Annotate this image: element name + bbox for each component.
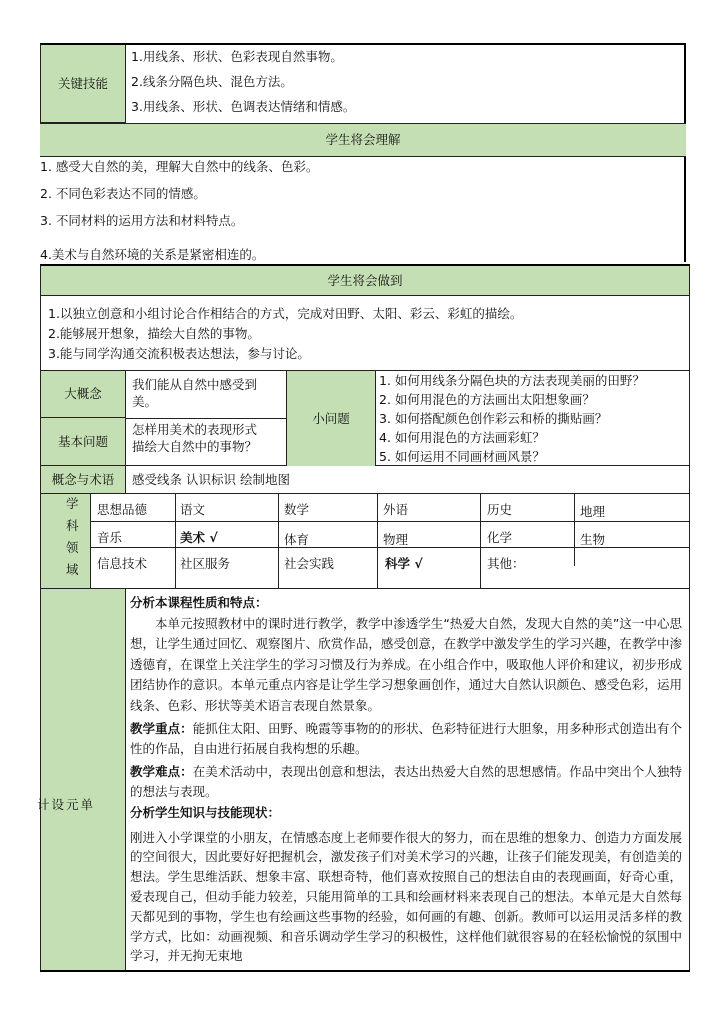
key-skill-item: 3.用线条、形状、色调表达情绪和情感。 <box>131 99 356 114</box>
subject-cell: 社会实践 <box>284 556 335 571</box>
subject-cell: 化学 <box>487 530 513 545</box>
subjects-label-char: 领 <box>66 540 79 555</box>
key-skill-item: 1.用线条、形状、色彩表现自然事物。 <box>131 49 343 64</box>
small-question-item: 2. 如何用混色的方法画出太阳想象画？ <box>379 392 595 407</box>
do-item: 2.能够展开想象，描绘大自然的事物。 <box>48 326 260 341</box>
subject-cell: 数学 <box>284 502 310 517</box>
student-analysis-paragraph: 刚进入小学课堂的小朋友，在情感态度上老师要作很大的努力，而在思维的想象力、创造力方面发展的空间很大，因此要好好把握机会，激发孩子们对美术学习的兴趣，让孩子们能发现美，有创造美的想法。学生思维活跃、想象丰富、联想奇特，他们喜欢按照自己的想法自由的表现画面，好奇心重，爱表现自己，但动手能力较差，只能用简单的工具和绘画材料来表现自己的想法。本单元是大自然每天都见到的事物，学生也有绘画这些事物的经验，如何画的有趣、创新。教师可以运用灵活多样的教学方式，比如：动画视频、和音乐调动学生学习的积极性，这样他们就很容易的在轻松愉悦的氛围中学习，并无拘无束地 <box>130 829 682 964</box>
right-border <box>684 157 686 262</box>
big-concept-label: 大概念 <box>64 386 102 401</box>
concepts-label: 概念与术语 <box>51 471 115 487</box>
unit-design-content <box>130 593 682 966</box>
do-header-cell <box>40 264 690 296</box>
do-item: 1.以独立创意和小组讨论合作相结合的方式，完成对田野、太阳、彩云、彩虹的描绘。 <box>48 306 523 321</box>
do-header: 学生将会做到 <box>327 272 403 288</box>
subjects-label-char: 域 <box>66 562 79 577</box>
subject-cell: 音乐 <box>97 530 123 545</box>
basic-question-label-cell <box>41 418 126 465</box>
subject-cell: 物理 <box>383 532 409 547</box>
understand-item: 4.美术与自然环境的关系是紧密相连的。 <box>40 247 265 262</box>
subject-cell: 其他： <box>487 556 525 571</box>
key-point-text: 能抓住太阳、田野、晚霞等事物的的形状、色彩特征进行大胆象，用多种形式创造出有个性的作品，自由进行拓展自我构想的乐趣。 <box>130 720 682 757</box>
unit-design-label-cell <box>37 589 126 970</box>
subject-cell: 体育 <box>284 532 310 547</box>
subject-cell: 地理 <box>580 504 606 519</box>
understand-item: 3. 不同材料的运用方法和材料特点。 <box>40 213 244 228</box>
key-point-paragraph <box>130 719 682 760</box>
small-question-item: 4. 如何用混色的方法画彩虹？ <box>379 430 545 445</box>
subjects-label-cell <box>41 494 91 588</box>
concepts-label-cell <box>41 466 126 493</box>
subject-cell-checked: 科学 √ <box>385 556 423 571</box>
difficulty-label: 教学难点： <box>130 763 193 779</box>
understand-item: 2. 不同色彩表达不同的情感。 <box>40 186 206 201</box>
basic-question-line: 怎样用美术的表现形式 <box>132 422 258 437</box>
understand-header-cell <box>40 123 686 157</box>
big-concept-line: 我们能从自然中感受到 <box>132 377 258 392</box>
do-item: 3.能与同学沟通交流积极表达想法，参与讨论。 <box>48 346 310 361</box>
basic-question-label: 基本问题 <box>57 433 108 449</box>
unit-design-label: 计设元单 <box>37 797 96 812</box>
small-question-item: 3. 如何搭配颜色创作彩云和桥的撕贴画？ <box>379 411 608 426</box>
big-concept-line: 美。 <box>132 394 158 409</box>
difficulty-text: 在美术活动中，表现出创意和想法，表达出热爱大自然的思想感情。作品中突出个人独特的想法与表现。 <box>130 763 682 800</box>
subjects-label-char: 科 <box>66 518 79 533</box>
subject-cell: 思想品德 <box>97 502 148 517</box>
student-analysis-heading: 分析学生知识与技能现状： <box>130 804 281 820</box>
small-question-item: 1. 如何用线条分隔色块的方法表现美丽的田野？ <box>379 373 645 388</box>
small-question-label: 小问题 <box>312 410 350 426</box>
analysis-paragraph: 本单元按照教材中的课时进行教学，教学中渗透学生“热爱大自然，发现大自然的美”这一中心思想，让学生通过回忆、观察图片、欣赏作品，感受创意，在教学中激发学生的学习兴趣，在教学中渗透德育，在课堂上关注学生的学习习惯及行为养成。在小组合作中，吸取他人评价和建议，初步形成团结协作的意识。本单元重点内容是让学生学习想象画创作，通过大自然认识颜色、感受色彩，运用线条、色彩、形状等美术语言表现自然景象。 <box>130 615 682 713</box>
subject-cell: 外语 <box>383 502 409 517</box>
subject-cell: 生物 <box>580 532 606 547</box>
key-skills-label-cell <box>41 45 126 123</box>
key-skill-item: 2.线条分隔色块、混色方法。 <box>131 74 293 89</box>
small-question-item: 5. 如何运用不同画材画风景？ <box>379 449 545 464</box>
subject-cell: 历史 <box>487 502 513 517</box>
analysis-heading: 分析本课程性质和特点： <box>130 595 268 610</box>
small-question-label-cell <box>286 371 376 466</box>
understand-item: 1. 感受大自然的美，理解大自然中的线条、色彩。 <box>40 159 319 174</box>
bottom-border <box>40 970 690 972</box>
basic-question-line: 描绘大自然中的事物？ <box>132 439 258 454</box>
big-concept-label-cell <box>41 371 126 418</box>
concepts-text: 感受线条 认识标识 绘制地图 <box>132 472 290 487</box>
subject-cell: 信息技术 <box>97 556 148 571</box>
key-point-label: 教学重点： <box>130 720 193 736</box>
understand-header: 学生将会理解 <box>325 132 401 147</box>
subjects-label-char: 学 <box>66 496 79 511</box>
difficulty-paragraph <box>130 762 682 803</box>
subject-cell-checked: 美术 √ <box>180 530 218 545</box>
subject-cell: 语文 <box>180 502 206 517</box>
key-skills-label: 关键技能 <box>57 75 108 91</box>
subject-cell: 社区服务 <box>180 556 231 571</box>
